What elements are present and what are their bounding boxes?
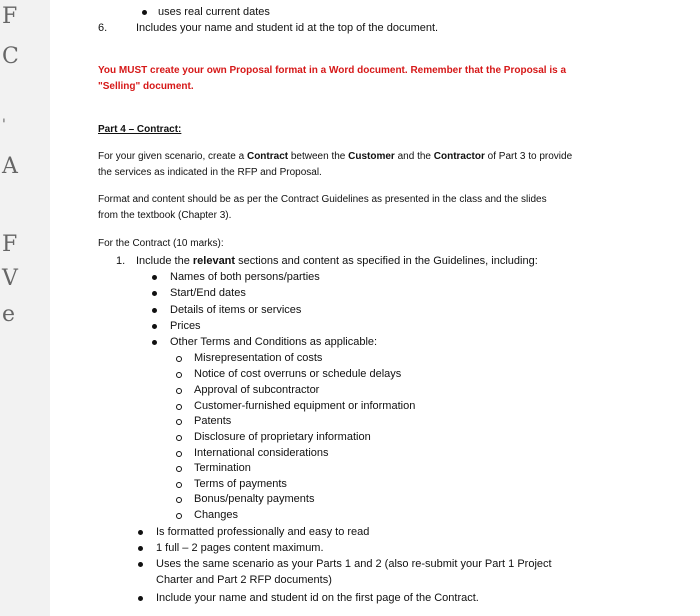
list-item: Details of items or services: [170, 304, 302, 316]
bullet: [138, 596, 143, 601]
sub-bullet: [176, 435, 182, 441]
bullet: [152, 291, 157, 296]
sub-list-item: Notice of cost overruns or schedule delays: [194, 368, 402, 380]
bullet: [138, 530, 143, 535]
list-item: Is formatted professionally and easy to read: [156, 526, 370, 538]
sub-bullet: [176, 356, 182, 362]
top-bullet-text: uses real current dates: [158, 6, 270, 18]
sub-bullet: [176, 497, 182, 503]
item1-text: Include the relevant sections and content as specified in the Guidelines, including:: [136, 255, 538, 267]
list-item: Names of both persons/parties: [170, 271, 320, 283]
sub-list-item: Disclosure of proprietary information: [194, 431, 371, 443]
item6-number: 6.: [98, 22, 108, 34]
red-notice-line2: "Selling" document.: [98, 81, 194, 92]
side-glyph: e: [2, 302, 16, 327]
para1-line2: the services as indicated in the RFP and Proposal.: [98, 167, 322, 178]
sub-bullet: [176, 372, 182, 378]
list-item-continued: Charter and Part 2 RFP documents): [156, 574, 332, 586]
sub-list-item: Changes: [194, 509, 239, 521]
sub-bullet: [176, 419, 182, 425]
sub-list-item: International considerations: [194, 447, 329, 459]
sub-list-item: Patents: [194, 415, 232, 427]
document-page: [50, 0, 700, 616]
sub-bullet: [176, 466, 182, 472]
contract-marks: For the Contract (10 marks):: [98, 238, 224, 249]
red-notice-line1: You MUST create your own Proposal format in a Word document. Remember that the Proposal is a: [98, 65, 567, 76]
list-item: Start/End dates: [170, 287, 246, 299]
sub-list-item: Terms of payments: [194, 478, 287, 490]
left-page-strip: [0, 0, 50, 616]
sub-list-item: Misrepresentation of costs: [194, 352, 323, 364]
bullet: [138, 562, 143, 567]
list-item: Prices: [170, 320, 201, 332]
sub-bullet: [176, 451, 182, 457]
side-glyph: A: [2, 154, 18, 179]
sub-list-item: Approval of subcontractor: [194, 384, 320, 396]
bullet: [152, 340, 157, 345]
bullet: [142, 10, 147, 15]
sub-list-item: Customer-furnished equipment or information: [194, 400, 416, 412]
item6-text: Includes your name and student id at the top of the document.: [136, 22, 439, 34]
list-item: Other Terms and Conditions as applicable:: [170, 336, 378, 348]
item1-number: 1.: [116, 255, 126, 267]
bullet: [152, 275, 157, 280]
list-item: Uses the same scenario as your Parts 1 and 2 (also re-submit your Part 1 Project: [156, 558, 552, 570]
side-glyph: F: [2, 232, 18, 257]
bullet: [138, 546, 143, 551]
part4-heading: Part 4 – Contract:: [98, 124, 182, 135]
sub-bullet: [176, 404, 182, 410]
list-item: 1 full – 2 pages content maximum.: [156, 542, 324, 554]
side-glyph: ': [2, 117, 6, 133]
bullet: [152, 308, 157, 313]
side-glyph: C: [2, 44, 19, 69]
sub-bullet: [176, 513, 182, 519]
side-glyph: F: [2, 4, 18, 29]
sub-bullet: [176, 388, 182, 394]
sub-list-item: Termination: [194, 462, 251, 474]
para1-line1: For your given scenario, create a Contract between the Customer and the Contractor of Part 3 to provide: [98, 151, 573, 162]
para2-line1: Format and content should be as per the Contract Guidelines as presented in the class and the slides: [98, 194, 547, 205]
side-glyph: V: [2, 266, 18, 291]
para2-line2: from the textbook (Chapter 3).: [98, 210, 232, 221]
sub-bullet: [176, 482, 182, 488]
sub-list-item: Bonus/penalty payments: [194, 493, 315, 505]
list-item: Include your name and student id on the first page of the Contract.: [156, 592, 479, 604]
bullet: [152, 324, 157, 329]
